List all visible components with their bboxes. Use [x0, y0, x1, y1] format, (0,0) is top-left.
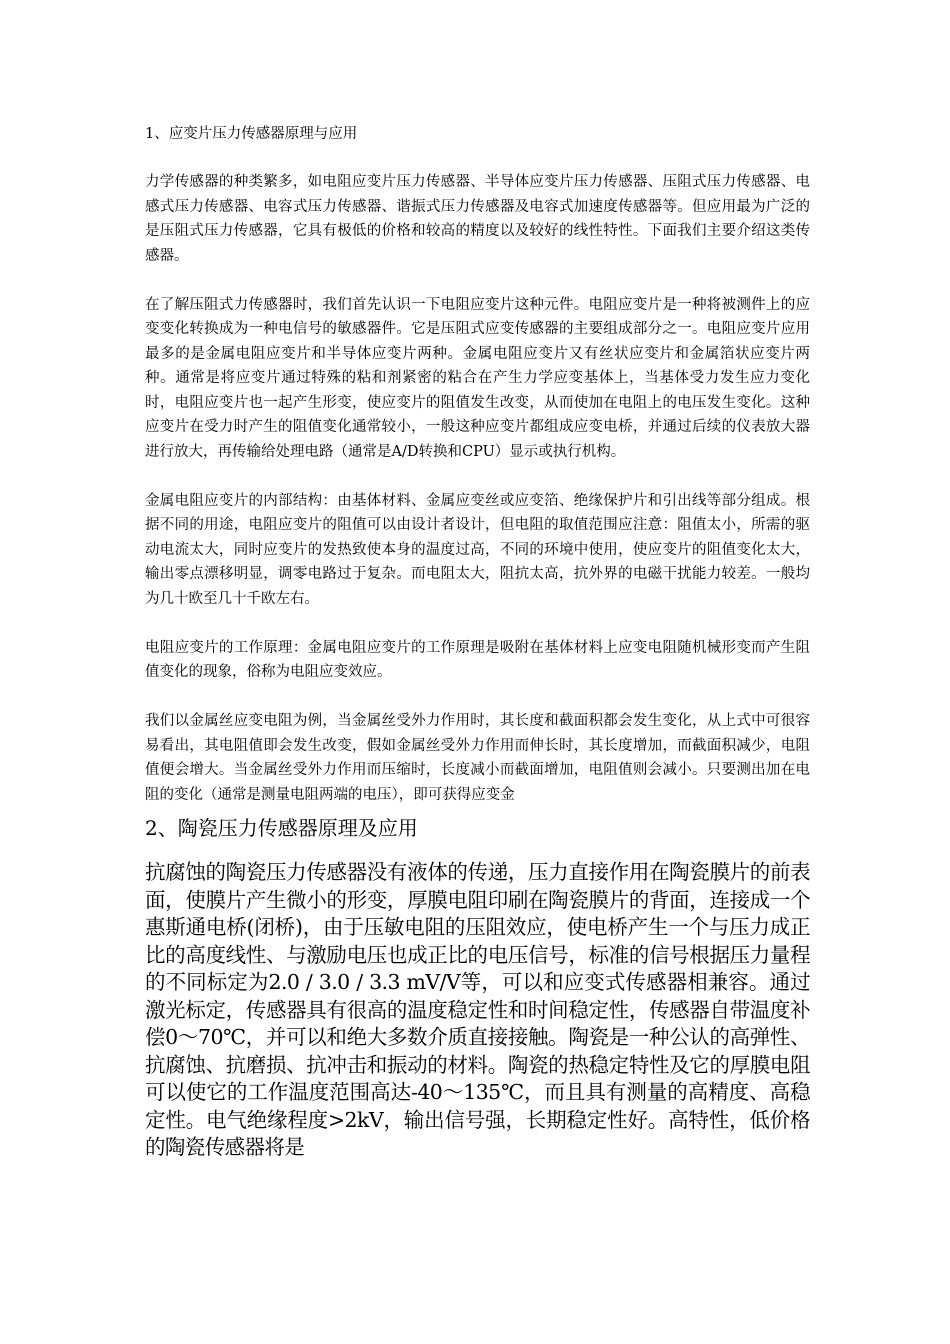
- section1-paragraph-1: 力学传感器的种类繁多，如电阻应变片压力传感器、半导体应变片压力传感器、压阻式压力传感器、电感式压力传感器、电容式压力传感器、谐振式压力传感器及电容式加速度传感器等。但应用最为广泛的是压阻式压力传感器，它具有极低的价格和较高的精度以及较好的线性特性。下面我们主要介绍这类传感器。: [145, 174, 810, 264]
- document-page: [145, 122, 810, 1162]
- section1-paragraph-4: 电阻应变片的工作原理：金属电阻应变片的工作原理是吸附在基体材料上应变电阻随机械形变而产生阻值变化的现象，俗称为电阻应变效应。: [145, 639, 810, 680]
- section1-paragraph-3: 金属电阻应变片的内部结构：由基体材料、金属应变丝或应变箔、绝缘保护片和引出线等部分组成。根据不同的用途，电阻应变片的阻值可以由设计者设计，但电阻的取值范围应注意：阻值太小，所需的驱动电流太大，同时应变片的发热致使本身的温度过高，不同的环境中使用，使应变片的阻值变化太大，输出零点漂移明显，调零电路过于复杂。而电阻太大，阻抗太高，抗外界的电磁干扰能力较差。一般均为几十欧至几十千欧左右。: [145, 492, 810, 607]
- section2-paragraph: 抗腐蚀的陶瓷压力传感器没有液体的传递，压力直接作用在陶瓷膜片的前表面，使膜片产生微小的形变，厚膜电阻印刷在陶瓷膜片的背面，连接成一个惠斯通电桥(闭桥)，由于压敏电阻的压阻效应，使电桥产生一个与压力成正比的高度线性、与激励电压也成正比的电压信号，标准的信号根据压力量程的不同标定为2.0 / 3.0 / 3.3 mV/V等，可以和应变式传感器相兼容。通过激光标定，传感器具有很高的温度稳定性和时间稳定性，传感器自带温度补偿0～70℃，并可以和绝大多数介质直接接触。陶瓷是一种公认的高弹性、抗腐蚀、抗磨损、抗冲击和振动的材料。陶瓷的热稳定特性及它的厚膜电阻可以使它的工作温度范围高达-40～135℃，而且具有测量的高精度、高稳定性。电气绝缘程度>2kV，输出信号强，长期稳定性好。高特性，低价格的陶瓷传感器将是: [145, 860, 810, 1159]
- section1-heading: 1、应变片压力传感器原理与应用: [145, 126, 358, 142]
- section2-heading: 2、陶瓷压力传感器原理及应用: [145, 816, 418, 840]
- section1-paragraph-2: 在了解压阻式力传感器时，我们首先认识一下电阻应变片这种元件。电阻应变片是一种将被测件上的应变变化转换成为一种电信号的敏感器件。它是压阻式应变传感器的主要组成部分之一。电阻应变片应用最多的是金属电阻应变片和半导体应变片两种。金属电阻应变片又有丝状应变片和金属箔状应变片两种。通常是将应变片通过特殊的粘和剂紧密的粘合在产生力学应变基体上，当基体受力发生应力变化时，电阻应变片也一起产生形变，使应变片的阻值发生改变，从而使加在电阻上的电压发生变化。这种应变片在受力时产生的阻值变化通常较小，一般这种应变片都组成应变电桥，并通过后续的仪表放大器进行放大，再传输给处理电路（通常是A/D转换和CPU）显示或执行机构。: [145, 296, 810, 460]
- section1-paragraph-5: 我们以金属丝应变电阻为例，当金属丝受外力作用时，其长度和截面积都会发生变化，从上式中可很容易看出，其电阻值即会发生改变，假如金属丝受外力作用而伸长时，其长度增加，而截面积减少，电阻值便会增大。当金属丝受外力作用而压缩时，长度减小而截面增加，电阻值则会减小。只要测出加在电阻的变化（通常是测量电阻两端的电压），即可获得应变金: [145, 713, 810, 803]
